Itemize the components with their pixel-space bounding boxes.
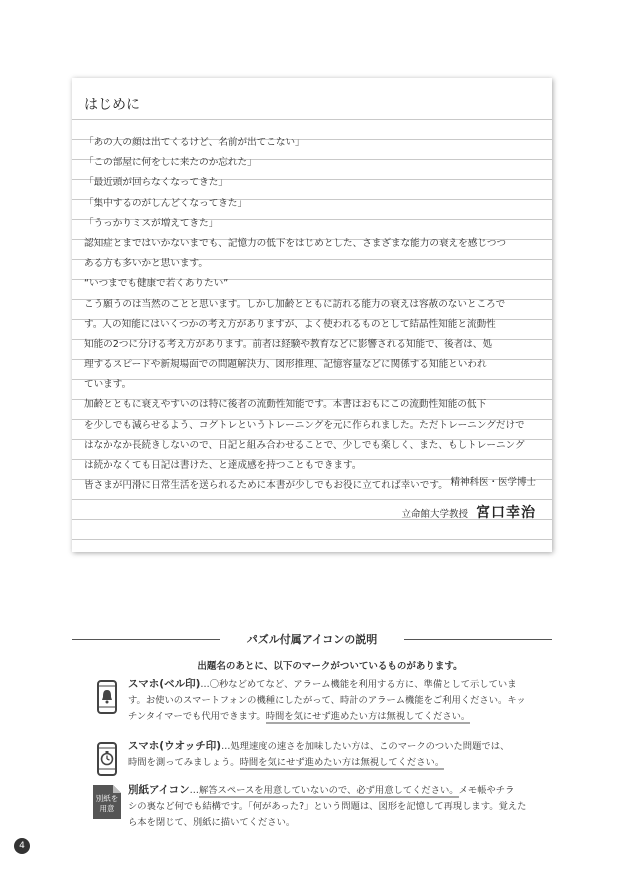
item-text: ら本を閉じて、別紙に描いてください。 — [128, 817, 296, 828]
author-signature — [401, 502, 536, 522]
intro-line: ています。 — [84, 379, 132, 391]
section-title: パズル付属アイコンの説明 — [246, 633, 378, 646]
intro-line: “いつまでも健康で若くありたい” — [84, 278, 229, 290]
intro-line: こう願うのは当然のことと思います。しかし加齢とともに訪れる能力の衰えは容赦のないところで — [84, 298, 506, 310]
intro-line: ある方も多いかと思います。 — [84, 258, 208, 270]
item-text: す。お使いのスマートフォンの機種にしたがって、時計のアラーム機能をご利用ください。キッ — [128, 695, 526, 706]
item-text: シの裏など何でも結構です。「何があった?」という問題は、図形を記憶して再現します。覚えた — [128, 801, 527, 812]
intro-line: は続かなくても日記は書けた、と達成感を持つこともできます。 — [84, 460, 362, 471]
intro-line: 認知症とまではいかないまでも、記憶力の低下をはじめとした、さまざまな能力の衰えを感じつつ — [84, 237, 507, 249]
intro-line: 「うっかりミスが増えてきた」 — [84, 217, 219, 229]
intro-heading: はじめに — [84, 97, 140, 113]
intro-line: 加齢とともに衰えやすいのは特に後者の流動性知能です。本書はおもにこの流動性知能の低下 — [84, 399, 487, 411]
intro-line: 知能の2つに分ける考え方があります。前者は経験や教育などに影響される知能で、後者は、処 — [84, 338, 493, 350]
item-title: スマホ(ウオッチ印) — [128, 740, 222, 752]
section-intro: 出題名のあとに、以下のマークがついているものがあります。 — [197, 661, 463, 672]
paper-icon-label-1: 別紙を — [95, 794, 119, 803]
intro-line: 皆さまが円滑に日常生活を送られるために本書が少しでもお役に立てれば幸いです。 — [84, 480, 448, 492]
item-text-underlined: 時間を気にせず進めたい方は無視してください。 — [265, 711, 471, 722]
section-header — [72, 631, 552, 647]
item-text: … — [189, 785, 199, 796]
item-text-underlined: 解答スペースを用意していないので、必ず用意してください。 — [198, 785, 459, 796]
item-title: スマホ(ベル印) — [128, 678, 201, 690]
smartphone-watch-icon — [96, 742, 118, 780]
intro-line: を少しでも減らせるよう、コグトレというトレーニングを元に作られました。ただトレーニングだけで — [84, 419, 525, 431]
page-number: 4 — [14, 838, 30, 854]
author-title: 精神科医・医学博士 — [450, 477, 536, 488]
item-text: …処理速度の速さを加味したい方は、このマークのついた問題では、 — [221, 741, 510, 752]
item-text: メモ帳やチラ — [458, 785, 515, 796]
paper-icon-label-2: 用意 — [99, 804, 115, 813]
intro-card — [72, 78, 552, 552]
item-text: チンタイマーでも代用できます。 — [128, 711, 266, 722]
item-title: 別紙アイコン — [128, 784, 190, 796]
author-affiliation: 立命館大学教授 — [401, 509, 468, 520]
smartphone-bell-icon — [96, 680, 118, 718]
intro-line: はなかなか長続きしないので、日記と組み合わせることで、少しでも楽しく、また、もしトレーニング — [84, 439, 525, 451]
divider — [404, 639, 552, 640]
intro-line: 「集中するのがしんどくなってきた」 — [84, 197, 248, 209]
item-text-underlined: 時間を気にせず進めたい方は無視してください。 — [239, 757, 445, 768]
item-text: …〇秒などめてなど、アラーム機能を利用する方に、準備として示していま — [200, 679, 517, 690]
intro-line: 「あの人の顔は出てくるけど、名前が出てこない」 — [84, 137, 305, 148]
separate-paper-icon — [92, 784, 122, 820]
intro-line: 「この部屋に何をしに来たのか忘れた」 — [84, 157, 257, 169]
intro-body — [84, 133, 540, 496]
intro-line: す。人の知能にはいくつかの考え方がありますが、よく使われるものとして結晶性知能と流動性 — [84, 318, 496, 330]
author-name: 宮口幸治 — [476, 505, 536, 521]
intro-line: 「最近頭が回らなくなってきた」 — [84, 177, 228, 189]
intro-line: 理するスピードや新規場面での問題解決力、図形推理、記憶容量などに関係する知能といわれ — [84, 359, 487, 371]
item-text: 時間を測ってみましょう。 — [128, 757, 240, 768]
